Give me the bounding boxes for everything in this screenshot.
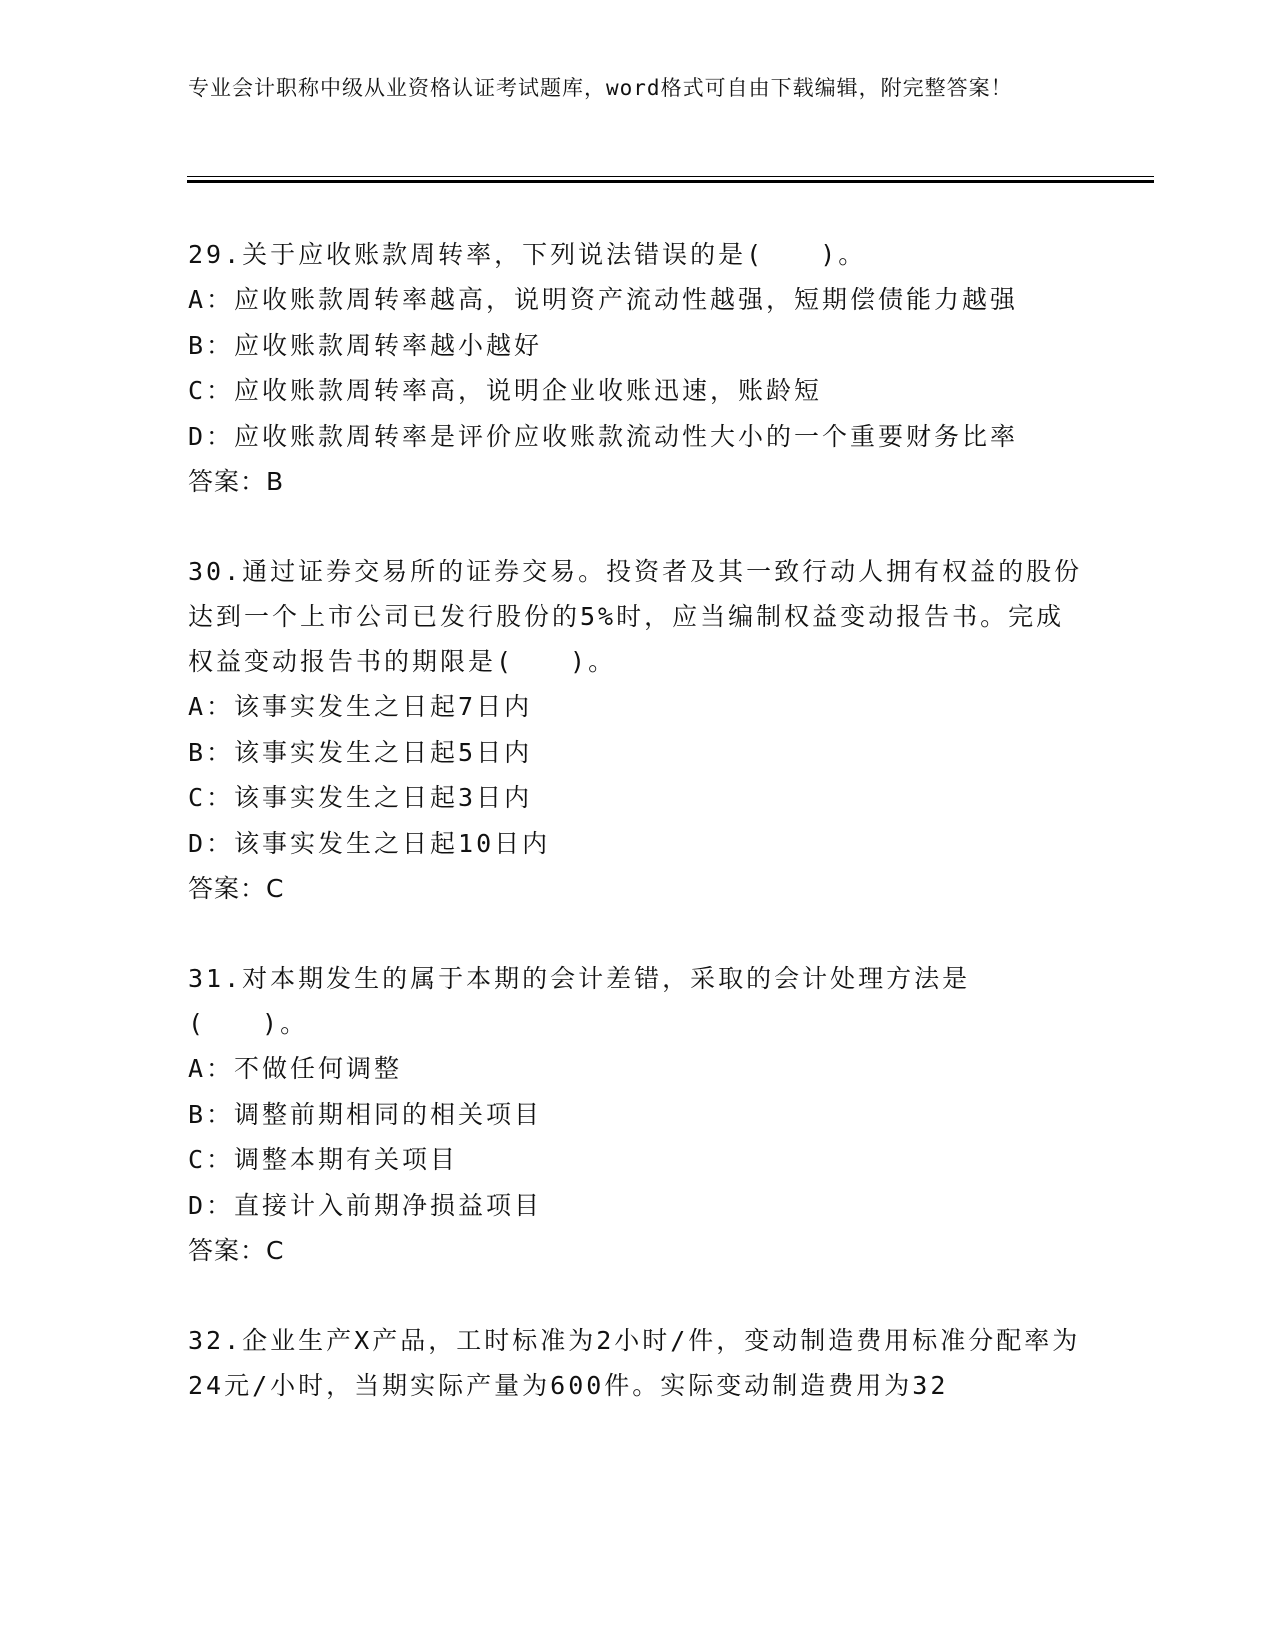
option-b: B：调整前期相同的相关项目 [188,1099,543,1129]
question-31 [188,956,1088,1273]
question-stem: 29.关于应收账款周转率，下列说法错误的是( )。 [188,240,867,269]
page-header: 专业会计职称中级从业资格认证考试题库，word格式可自由下载编辑，附完整答案！ [188,76,1013,100]
question-30 [188,549,1088,911]
option-b: B：该事实发生之日起5日内 [188,737,533,767]
header-divider-thick [187,180,1154,183]
option-b: B：应收账款周转率越小越好 [188,330,543,360]
option-c: C：调整本期有关项目 [188,1145,459,1174]
answer-line: 答案：C [188,874,285,903]
question-stem: 30.通过证券交易所的证券交易。投资者及其一致行动人拥有权益的股份达到一个上市公司已发行股份的5%时，应当编制权益变动报告书。完成权益变动报告书的期限是( )。 [188,557,1083,676]
answer-line: 答案：C [188,1236,285,1265]
option-d: D：应收账款周转率是评价应收账款流动性大小的一个重要财务比率 [188,421,1019,451]
question-spacer [188,1273,1088,1318]
question-stem: 32.企业生产X产品，工时标准为2小时/件，变动制造费用标准分配率为24元/小时，当期实际产量为600件。实际变动制造费用为32 [188,1326,1081,1400]
option-a: A：该事实发生之日起7日内 [188,692,533,721]
option-d: D：直接计入前期净损益项目 [188,1190,543,1220]
question-29 [188,232,1088,504]
question-list [188,232,1088,1408]
answer-line: 答案：B [188,467,285,496]
question-spacer [188,911,1088,956]
option-d: D：该事实发生之日起10日内 [188,828,551,858]
header-divider-thin [187,176,1154,177]
option-c: C：该事实发生之日起3日内 [188,783,533,812]
question-spacer [188,504,1088,549]
option-a: A：应收账款周转率越高，说明资产流动性越强，短期偿债能力越强 [188,285,1019,314]
question-stem: 31.对本期发生的属于本期的会计差错，采取的会计处理方法是( )。 [188,964,971,1038]
question-32 [188,1318,1088,1408]
option-a: A：不做任何调整 [188,1054,403,1083]
option-c: C：应收账款周转率高，说明企业收账迅速，账龄短 [188,376,823,405]
